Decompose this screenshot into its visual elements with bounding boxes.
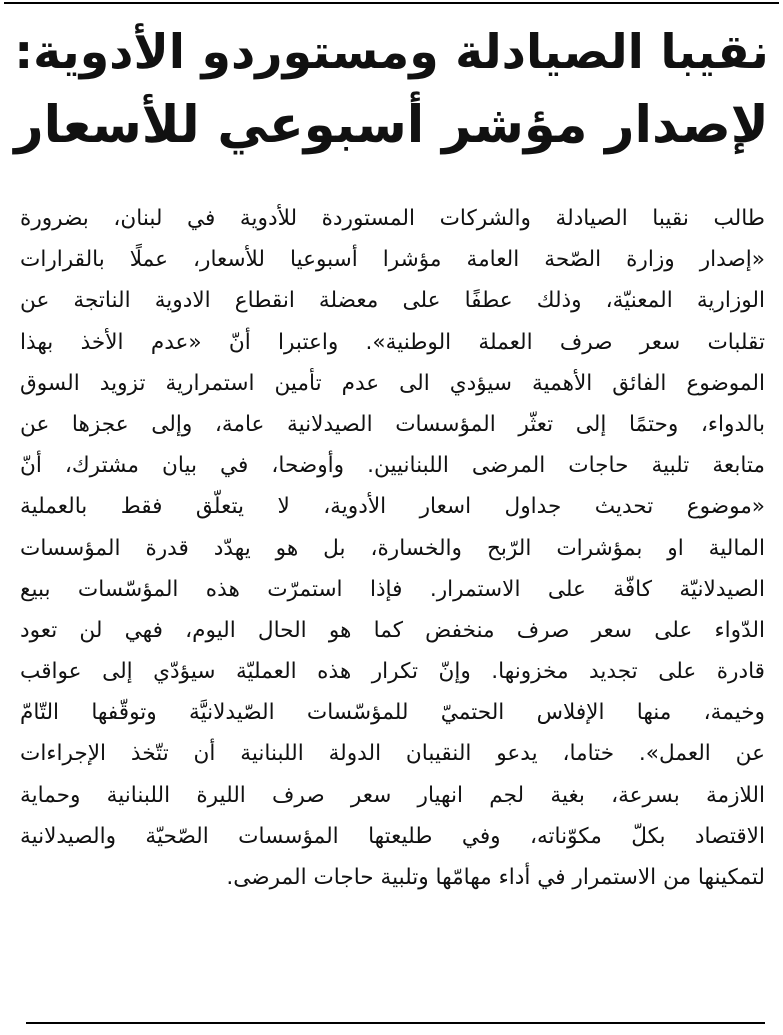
article-headline xyxy=(14,16,769,162)
body-line-7: متابعة تلبية حاجات المرضى اللبنانيين. وأوضحا، في بيان مشترك، أنّ xyxy=(20,453,765,479)
headline-line-1: نقيبا الصيادلة ومستوردو الأدوية: xyxy=(14,25,769,80)
bottom-divider xyxy=(26,1022,765,1024)
body-line-6: بالدواء، وحتمًا إلى تعثّر المؤسسات الصيدلانية عامة، وإلى عجزها عن xyxy=(20,411,765,437)
body-line-13: وخيمة، منها الإفلاس الحتميّ للمؤسّسات الصّيدلانيَّة وتوقّفها التّامّ xyxy=(20,700,765,726)
body-line-8: «موضوع تحديث جداول اسعار الأدوية، لا يتعلّق فقط بالعملية xyxy=(20,494,765,520)
body-line-4: تقلبات سعر صرف العملة الوطنية». واعتبرا أنّ «عدم الأخذ بهذا xyxy=(20,329,765,355)
body-line-14: عن العمل». ختاما، يدعو النقيبان الدولة اللبنانية أن تتّخذ الإجراءات xyxy=(20,741,765,767)
body-line-1: طالب نقيبا الصيادلة والشركات المستوردة للأدوية في لبنان، بضرورة xyxy=(20,206,765,231)
body-line-11: الدّواء على سعر صرف منخفض كما هو الحال اليوم، فهي لن تعود xyxy=(20,617,765,643)
body-line-9: المالية او بمؤشرات الرّبح والخسارة، بل هو يهدّد قدرة المؤسسات xyxy=(20,535,765,561)
body-line-2: «إصدار وزارة الصّحة العامة مؤشرا أسبوعيا للأسعار، عملًا بالقرارات xyxy=(20,247,765,273)
body-line-17: لتمكينها من الاستمرار في أداء مهامّها وتلبية حاجات المرضى. xyxy=(226,865,765,890)
body-line-16: الاقتصاد بكلّ مكوّناته، وفي طليعتها المؤسسات الصّحيّة والصيدلانية xyxy=(20,823,765,849)
body-line-5: الموضوع الفائق الأهمية سيؤدي الى عدم تأمين استمرارية تزويد السوق xyxy=(20,370,765,396)
headline-line-2: لإصدار مؤشر أسبوعي للأسعار xyxy=(14,96,769,155)
article-body xyxy=(20,198,765,898)
body-line-3: الوزارية المعنيّة، وذلك عطفًا على معضلة انقطاع الادوية الناتجة عن xyxy=(20,288,765,314)
body-line-10: الصيدلانيّة كافّة على الاستمرار. فإذا استمرّت هذه المؤسّسات ببيع xyxy=(20,576,765,602)
top-divider xyxy=(4,2,779,4)
body-line-12: قادرة على تجديد مخزونها. وإنّ تكرار هذه العمليّة سيؤدّي إلى عواقب xyxy=(20,659,765,685)
body-line-15: اللازمة بسرعة، بغية لجم انهيار سعر صرف الليرة اللبنانية وحماية xyxy=(20,782,765,808)
